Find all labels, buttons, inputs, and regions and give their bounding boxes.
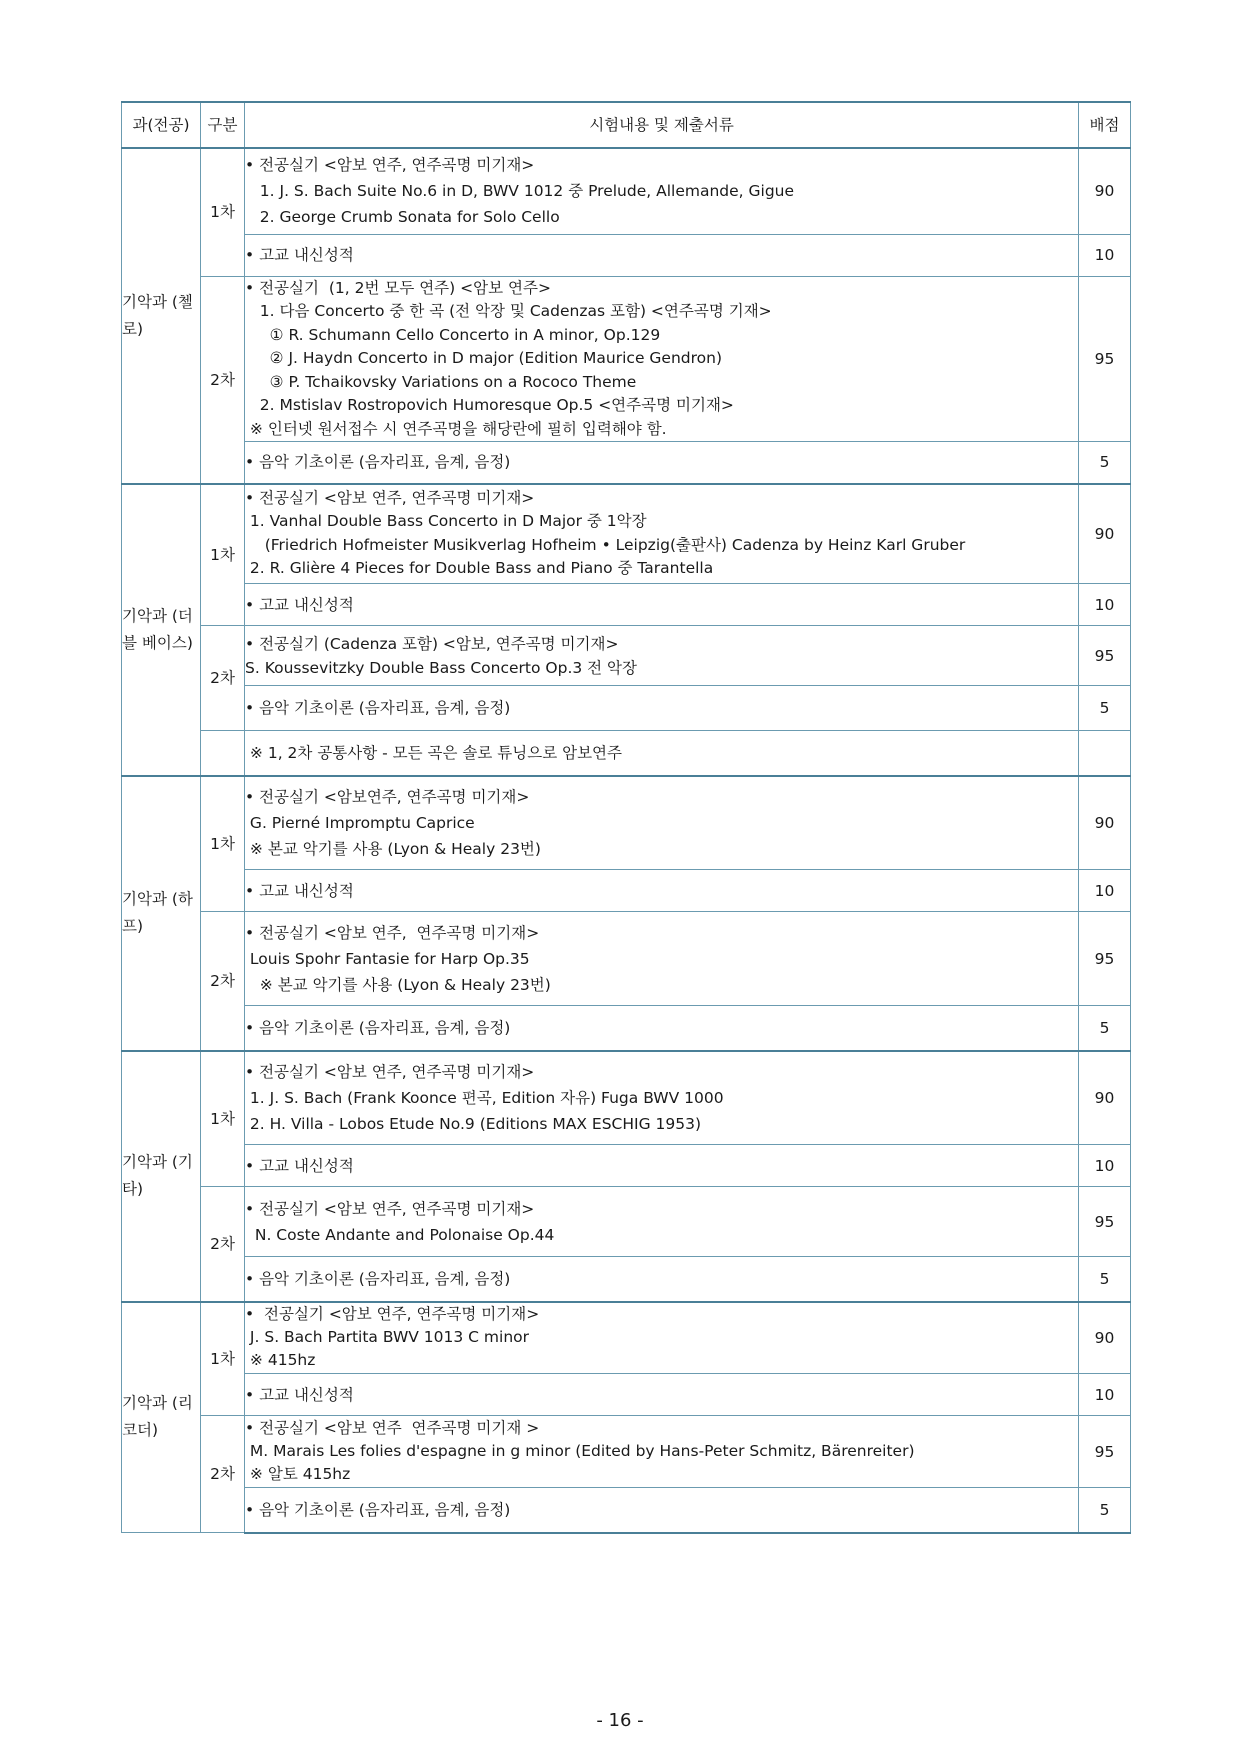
guitar-r2-theory-row: [122, 1257, 1131, 1302]
content-line: 2. Mstislav Rostropovich Humoresque Op.5 <연주곡명 미기재>: [245, 396, 734, 414]
content-line: 2. R. Glière 4 Pieces for Double Bass and Piano 중 Tarantella: [245, 559, 714, 578]
content-cell: [245, 776, 1079, 870]
content-cell: [245, 1051, 1079, 1145]
content-cell: [245, 276, 1079, 442]
recorder-r2-practical-row: [122, 1416, 1131, 1488]
content-cell: [245, 1187, 1079, 1257]
content-cell: • 고교 내신성적: [245, 584, 1079, 626]
round-cell: 2차: [201, 276, 245, 484]
score-cell: 90: [1079, 1302, 1131, 1374]
dept-label: 기악과: [122, 606, 167, 625]
score-cell: 95: [1079, 1187, 1131, 1257]
score-cell: 90: [1079, 776, 1131, 870]
content-cell: • 음악 기초이론 (음자리표, 음계, 음정): [245, 1257, 1079, 1302]
dept-cell-bass: [122, 484, 201, 776]
round-cell: 1차: [201, 148, 245, 276]
score-cell: 95: [1079, 912, 1131, 1006]
dept-label: 기악과: [122, 1394, 167, 1413]
dept-label: 베이스): [141, 633, 193, 652]
content-line: • 전공실기 <암보연주, 연주곡명 미기재>: [245, 787, 530, 806]
score-cell: 90: [1079, 1051, 1131, 1145]
cello-r1-practical-row: [122, 148, 1131, 234]
content-cell: [245, 912, 1079, 1006]
content-line: ③ P. Tchaikovsky Variations on a Rococo Theme: [245, 372, 637, 391]
content-line: 1. 다음 Concerto 중 한 곡 (전 악장 및 Cadenzas 포함) <연주곡명 기재>: [245, 302, 772, 320]
score-cell: 95: [1079, 1416, 1131, 1488]
header-round: 구분: [201, 102, 245, 148]
round-cell: 1차: [201, 776, 245, 912]
content-line: G. Pierné Impromptu Caprice: [245, 813, 475, 832]
content-line: • 전공실기 (1, 2번 모두 연주) <암보 연주>: [245, 278, 551, 297]
round-cell: 2차: [201, 1187, 245, 1302]
content-line: • 전공실기 <암보 연주 연주곡명 미기재 >: [245, 1419, 540, 1437]
recorder-r2-theory-row: [122, 1488, 1131, 1533]
dept-cell-harp: [122, 776, 201, 1051]
cello-r2-practical-row: [122, 276, 1131, 442]
content-line: ※ 인터넷 원서접수 시 연주곡명을 해당란에 필히 입력해야 함.: [245, 419, 667, 438]
dept-cell-cello: [122, 148, 201, 484]
score-cell: 90: [1079, 148, 1131, 234]
exam-requirements-table: [121, 101, 1131, 1534]
guitar-r1-grades-row: [122, 1145, 1131, 1187]
round-cell-empty: [201, 731, 245, 776]
round-cell: 1차: [201, 1051, 245, 1187]
round-cell: 2차: [201, 912, 245, 1051]
content-line: ※ 본교 악기를 사용 (Lyon & Healy 23번): [245, 975, 551, 994]
content-line: • 전공실기 <암보 연주, 연주곡명 미기재>: [245, 1199, 535, 1218]
content-line: 1. J. S. Bach (Frank Koonce 편곡, Edition 자유) Fuga BWV 1000: [245, 1088, 724, 1107]
score-cell: 5: [1079, 1257, 1131, 1302]
dept-label: (기타): [122, 1153, 193, 1198]
content-line: ① R. Schumann Cello Concerto in A minor, Op.129: [245, 325, 661, 344]
cello-r1-grades-row: [122, 234, 1131, 276]
round-cell: 1차: [201, 1302, 245, 1416]
content-line: 2. H. Villa - Lobos Etude No.9 (Editions MAX ESCHIG 1953): [245, 1114, 702, 1133]
content-cell: • 고교 내신성적: [245, 1374, 1079, 1416]
dept-cell-recorder: [122, 1302, 201, 1533]
content-cell: • 고교 내신성적: [245, 1145, 1079, 1187]
recorder-r1-grades-row: [122, 1374, 1131, 1416]
content-line: • 전공실기 (Cadenza 포함) <암보, 연주곡명 미기재>: [245, 634, 619, 653]
content-line: • 전공실기 <암보 연주, 연주곡명 미기재>: [245, 1062, 535, 1081]
content-line: N. Coste Andante and Polonaise Op.44: [245, 1225, 555, 1244]
harp-r1-practical-row: [122, 776, 1131, 870]
score-cell: 10: [1079, 870, 1131, 912]
dept-cell-guitar: [122, 1051, 201, 1302]
score-cell: 10: [1079, 1145, 1131, 1187]
score-cell-empty: [1079, 731, 1131, 776]
content-cell: • 음악 기초이론 (음자리표, 음계, 음정): [245, 1488, 1079, 1533]
score-cell: 5: [1079, 442, 1131, 484]
guitar-r1-practical-row: [122, 1051, 1131, 1145]
bass-r1-grades-row: [122, 584, 1131, 626]
dept-label: 기악과: [122, 1153, 167, 1171]
content-line: • 전공실기 <암보 연주, 연주곡명 미기재>: [245, 156, 535, 175]
content-cell: [245, 1416, 1079, 1488]
content-line: M. Marais Les folies d'espagne in g minor (Edited by Hans-Peter Schmitz, Bärenreiter): [245, 1442, 915, 1460]
content-cell: • 음악 기초이론 (음자리표, 음계, 음정): [245, 1006, 1079, 1051]
content-cell: [245, 484, 1079, 584]
score-cell: 10: [1079, 1374, 1131, 1416]
recorder-r1-practical-row: [122, 1302, 1131, 1374]
bass-r1-practical-row: [122, 484, 1131, 584]
content-line: J. S. Bach Partita BWV 1013 C minor: [245, 1328, 530, 1347]
round-cell: 1차: [201, 484, 245, 626]
harp-r2-practical-row: [122, 912, 1131, 1006]
dept-label: (첼로): [122, 292, 193, 338]
bass-r2-theory-row: [122, 686, 1131, 731]
header-dept: 과(전공): [122, 102, 201, 148]
dept-label: (하프): [122, 890, 193, 935]
content-line: S. Koussevitzky Double Bass Concerto Op.3 전 악장: [245, 658, 638, 677]
score-cell: 90: [1079, 484, 1131, 584]
content-cell: ※ 1, 2차 공통사항 - 모든 곡은 솔로 튜닝으로 암보연주: [245, 731, 1079, 776]
content-line: ※ 본교 악기를 사용 (Lyon & Healy 23번): [245, 839, 541, 858]
dept-label: 기악과: [122, 890, 167, 908]
content-line: ※ 알토 415hz: [245, 1465, 351, 1483]
content-line: 1. J. S. Bach Suite No.6 in D, BWV 1012 중 Prelude, Allemande, Gigue: [245, 182, 795, 201]
content-line: Louis Spohr Fantasie for Harp Op.35: [245, 949, 530, 968]
content-cell: [245, 626, 1079, 686]
bass-note-row: [122, 731, 1131, 776]
header-score: 배점: [1079, 102, 1131, 148]
score-cell: 10: [1079, 584, 1131, 626]
header-content: 시험내용 및 제출서류: [245, 102, 1079, 148]
harp-r1-grades-row: [122, 870, 1131, 912]
score-cell: 10: [1079, 234, 1131, 276]
round-cell: 2차: [201, 1416, 245, 1533]
dept-label: (더블: [122, 606, 193, 652]
content-line: ② J. Haydn Concerto in D major (Edition Maurice Gendron): [245, 349, 723, 367]
score-cell: 5: [1079, 686, 1131, 731]
content-cell: [245, 148, 1079, 234]
content-line: 1. Vanhal Double Bass Concerto in D Major 중 1악장: [245, 512, 647, 531]
dept-label: (리코더): [122, 1394, 193, 1440]
content-line: • 전공실기 <암보 연주, 연주곡명 미기재>: [245, 923, 540, 942]
content-cell: [245, 1302, 1079, 1374]
score-cell: 5: [1079, 1006, 1131, 1051]
content-cell: • 음악 기초이론 (음자리표, 음계, 음정): [245, 442, 1079, 484]
page-number: - 16 -: [596, 1710, 644, 1731]
content-cell: • 고교 내신성적: [245, 234, 1079, 276]
bass-r2-practical-row: [122, 626, 1131, 686]
harp-r2-theory-row: [122, 1006, 1131, 1051]
content-line: • 전공실기 <암보 연주, 연주곡명 미기재>: [245, 1305, 540, 1324]
cello-r2-theory-row: [122, 442, 1131, 484]
score-cell: 5: [1079, 1488, 1131, 1533]
content-line: • 전공실기 <암보 연주, 연주곡명 미기재>: [245, 488, 535, 507]
content-line: (Friedrich Hofmeister Musikverlag Hofheim • Leipzig(출판사) Cadenza by Heinz Karl Gruber: [245, 535, 966, 554]
content-line: 2. George Crumb Sonata for Solo Cello: [245, 208, 560, 227]
round-cell: 2차: [201, 626, 245, 731]
guitar-r2-practical-row: [122, 1187, 1131, 1257]
header-row: [122, 102, 1131, 148]
score-cell: 95: [1079, 626, 1131, 686]
content-cell: • 음악 기초이론 (음자리표, 음계, 음정): [245, 686, 1079, 731]
score-cell: 95: [1079, 276, 1131, 442]
dept-label: 기악과: [122, 292, 167, 311]
content-cell: • 고교 내신성적: [245, 870, 1079, 912]
content-line: ※ 415hz: [245, 1351, 316, 1370]
